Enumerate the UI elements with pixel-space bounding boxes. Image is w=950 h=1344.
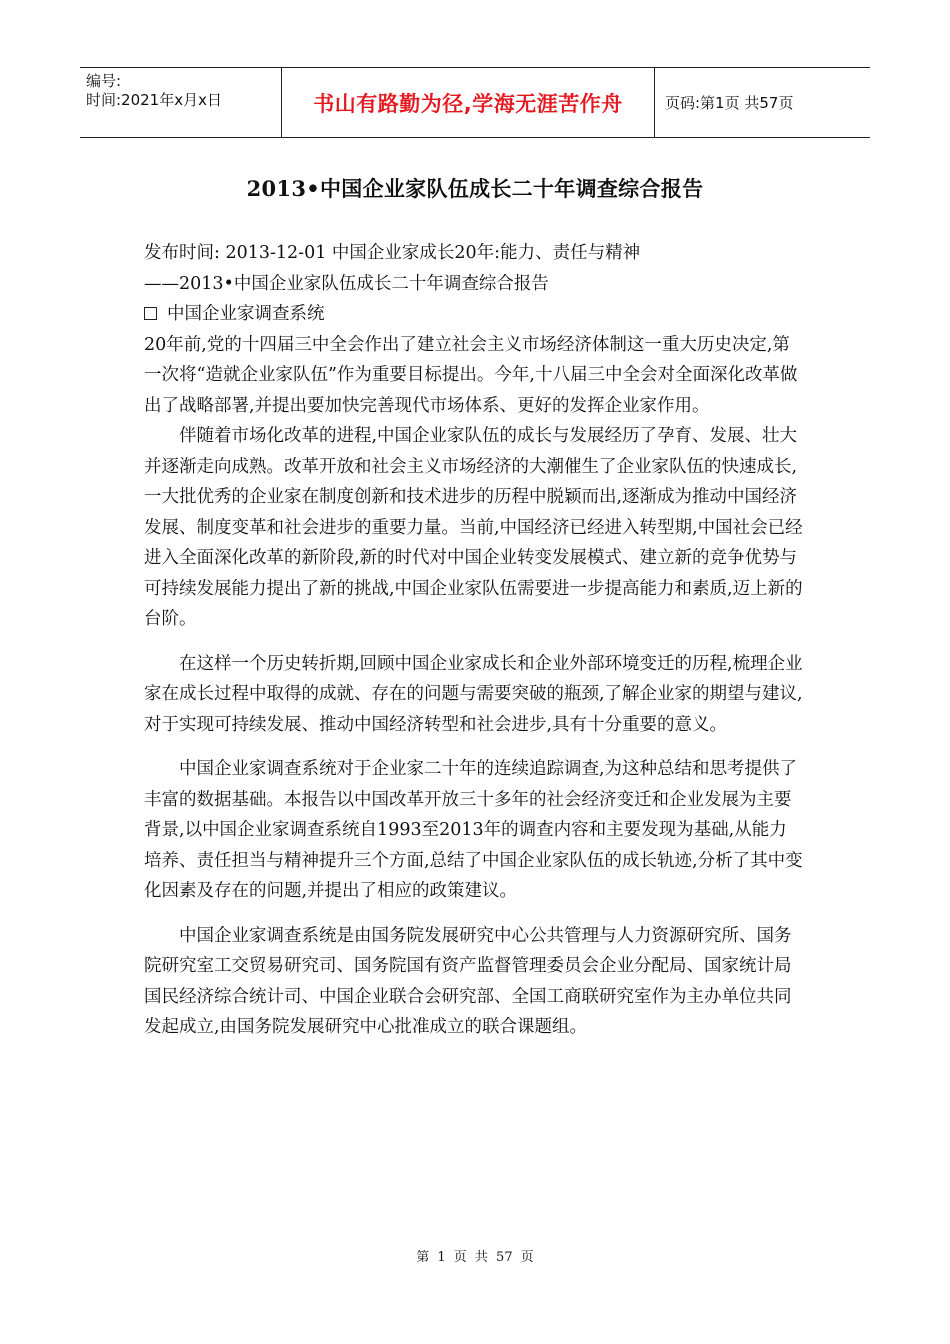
source-label: 中国企业家调查系统 (167, 304, 325, 324)
paragraph: 中国企业家调查系统对于企业家二十年的连续追踪调查,为这种总结和思考提供了丰富的数据基础。本报告以中国改革开放三十多年的社会经济变迁和企业发展为主要背景,以中国企业家调查系统自1993至2013年的调查内容和主要发现为基础,从能力培养、责任担当与精神提升三个方面,总结了中国企业家队伍的成长轨迹,分析了其中变化因素及存在的问题,并提出了相应的政策建议。 (144, 759, 803, 901)
paragraph: 在这样一个历史转折期,回顾中国企业家成长和企业外部环境变迁的历程,梳理企业家在成长过程中取得的成就、存在的问题与需要突破的瓶颈,了解企业家的期望与建议,对于实现可持续发展、推动中国经济转型和社会进步,具有十分重要的意义。 (144, 653, 803, 735)
document-title: 2013•中国企业家队伍成长二十年调查综合报告 (246, 176, 704, 201)
header-meta (80, 68, 281, 137)
paragraph: 中国企业家调查系统是由国务院发展研究中心公共管理与人力资源研究所、国务院研究室工交贸易研究司、国务院国有资产监督管理委员会企业分配局、国家统计局国民经济综合统计司、中国企业联合会研究部、全国工商联研究室作为主办单位共同发起成立,由国务院发展研究中心批准成立的联合课题组。 (144, 925, 792, 1037)
header-page-info: 页码:第1页 共57页 (665, 94, 794, 112)
source-line (144, 299, 804, 330)
paragraph: 伴随着市场化改革的进程,中国企业家队伍的成长与发展经历了孕育、发展、壮大并逐渐走向成熟。改革开放和社会主义市场经济的大潮催生了企业家队伍的快速成长,一大批优秀的企业家在制度创新和技术进步的历程中脱颖而出,逐渐成为推动中国经济发展、制度变革和社会进步的重要力量。当前,中国经济已经进入转型期,中国社会已经进入全面深化改革的新阶段,新的时代对中国企业转变发展模式、建立新的竞争优势与可持续发展能力提出了新的挑战,中国企业家队伍需要进一步提高能力和素质,迈上新的台阶。 (144, 426, 803, 629)
subtitle-line: ——2013•中国企业家队伍成长二十年调查综合报告 (144, 273, 549, 294)
header-date: 时间:2021年x月x日 (86, 91, 222, 109)
header-motto: 书山有路勤为径,学海无涯苦作舟 (281, 68, 655, 137)
paragraph: 20年前,党的十四届三中全会作出了建立社会主义市场经济体制这一重大历史决定,第一次将“造就企业家队伍”作为重要目标提出。今年,十八届三中全会对全面深化改革做出了战略部署,并提出要加快完善现代市场体系、更好的发挥企业家作用。 (144, 334, 798, 416)
page-footer: 第 1 页 共 57 页 (416, 1250, 534, 1265)
checkbox-icon (144, 307, 157, 320)
document-body (144, 238, 804, 1043)
page-header (80, 67, 870, 138)
publish-line: 发布时间: 2013-12-01 中国企业家成长20年:能力、责任与精神 (144, 243, 641, 263)
header-number: 编号: (86, 72, 122, 90)
